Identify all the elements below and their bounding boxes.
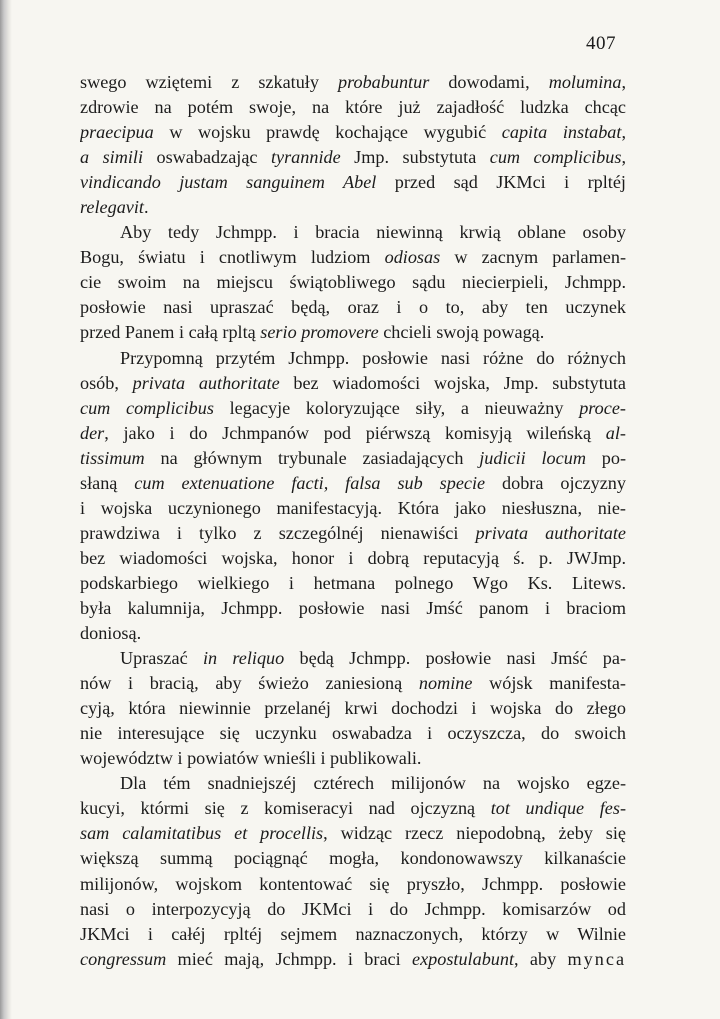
- italic-latin-phrase: proce-: [579, 397, 626, 418]
- text-line: [80, 346, 626, 371]
- italic-latin-phrase: praecipua: [80, 122, 154, 143]
- text-run: oswabadzając: [143, 147, 271, 168]
- text-run: na głównym trybunale zasiadających: [144, 447, 480, 468]
- text-line: [80, 596, 626, 621]
- italic-latin-phrase: congressum: [80, 948, 167, 969]
- text-line: [80, 320, 626, 345]
- text-line: [80, 95, 626, 120]
- text-run: Upraszać: [120, 648, 203, 669]
- body-text: [80, 70, 626, 972]
- text-run: nasi o interpozycyją do JKMci i do Jchmpp. komisarzów od: [80, 898, 626, 919]
- text-line: [80, 220, 626, 245]
- text-line: [80, 771, 626, 796]
- text-run: Aby tedy Jchmpp. i bracia niewinną krwią oblane osoby: [120, 222, 626, 243]
- text-run: doniosą.: [80, 623, 142, 644]
- text-line: [80, 70, 626, 95]
- text-line: [80, 796, 626, 821]
- italic-latin-phrase: cum complicibus: [80, 397, 214, 418]
- text-run: większą summą pociągnąć mogła, kondonowawszy kilkanaście: [80, 848, 626, 869]
- text-line: [80, 396, 626, 421]
- text-line: [80, 671, 626, 696]
- text-run: Bogu, światu i cnotliwym ludziom: [80, 247, 385, 268]
- text-run: kucyi, którmi się z komiseracyi nad ojczyzną: [80, 798, 491, 819]
- italic-latin-phrase: vindicando justam sanguinem Abel: [80, 172, 377, 193]
- text-run: w wojsku prawdę kochające wygubić: [153, 122, 502, 143]
- italic-latin-phrase: tot undique fes-: [490, 798, 626, 819]
- italic-latin-phrase: capita instabat: [501, 122, 622, 143]
- italic-latin-phrase: privata authoritate: [132, 372, 280, 393]
- text-run: mieć mają, Jchmpp. i braci: [166, 948, 412, 969]
- text-line: [80, 947, 626, 972]
- text-line: [80, 270, 626, 295]
- page-number: 407: [586, 33, 616, 54]
- text-line: [80, 496, 626, 521]
- text-run: posłowie nasi upraszać będą, oraz i o to, aby ten uczynek: [80, 297, 626, 318]
- italic-latin-phrase: serio promovere: [260, 322, 379, 343]
- text-run: mynca: [567, 948, 626, 969]
- text-line: [80, 471, 626, 496]
- text-run: ,: [621, 122, 626, 143]
- text-run: przed Panem i całą rpltą: [80, 322, 261, 343]
- text-line: [80, 371, 626, 396]
- text-run: będą Jchmpp. posłowie nasi Jmść pa-: [284, 648, 626, 669]
- text-run: Jmp. substytuta: [340, 147, 490, 168]
- text-line: [80, 646, 626, 671]
- text-line: [80, 295, 626, 320]
- italic-latin-phrase: privata authoritate: [475, 522, 626, 543]
- text-run: , aby: [514, 948, 568, 969]
- text-run: , widząc rzecz niepodobną, żeby się: [323, 823, 626, 844]
- text-run: .: [143, 197, 149, 218]
- italic-latin-phrase: relegavit: [80, 197, 144, 218]
- text-run: bez wiadomości wojska, honor i dobrą reputacyją ś. p. JWJmp.: [80, 547, 626, 568]
- text-run: podskarbiego wielkiego i hetmana polnego Wgo Ks. Litews.: [80, 572, 626, 593]
- text-run: była kalumnija, Jchmpp. posłowie nasi Jmść panom i braciom: [80, 597, 626, 618]
- text-run: dobra ojczyzny: [485, 472, 626, 493]
- text-run: prawdziwa i tylko z szczególnéj nienawiści: [80, 522, 476, 543]
- text-run: dowodami,: [429, 72, 549, 92]
- text-line: [80, 696, 626, 721]
- text-run: po-: [585, 447, 626, 468]
- text-run: w zacnym parlamen-: [440, 247, 626, 268]
- text-line: [80, 821, 626, 846]
- scan-edge: [0, 0, 12, 1019]
- italic-latin-phrase: tissimum: [80, 447, 145, 468]
- text-run: nów i bracią, aby świeżo zaniesioną: [80, 673, 419, 694]
- text-run: cie swoim na miejscu świątobliwego sądu niecierpieli, Jchmpp.: [80, 272, 626, 293]
- text-line: [80, 120, 626, 145]
- italic-latin-phrase: judicii locum: [479, 447, 586, 468]
- text-line: [80, 922, 626, 947]
- text-run: wójsk manifesta-: [472, 673, 626, 694]
- text-run: Dla tém snadniejszéj cztérech milijonów na wojsko egze-: [120, 773, 626, 794]
- text-line: [80, 421, 626, 446]
- text-line: [80, 245, 626, 270]
- text-line: [80, 846, 626, 871]
- italic-latin-phrase: sam calamitatibus et procellis: [80, 823, 324, 844]
- text-run: województw i powiatów wnieśli i publikowali.: [80, 748, 422, 769]
- text-line: [80, 897, 626, 922]
- text-line: [80, 521, 626, 546]
- text-run: , jako i do Jchmpanów pod piérwszą komisyją wileńską: [104, 422, 606, 443]
- text-run: przed sąd JKMci i rpltéj: [376, 172, 626, 193]
- text-run: słaną: [80, 472, 135, 493]
- text-line: [80, 872, 626, 897]
- italic-latin-phrase: in reliquo: [202, 648, 285, 669]
- text-line: [80, 195, 626, 220]
- text-run: nie interesujące się uczynku oswabadza i oczyszcza, do swoich: [80, 723, 626, 744]
- text-run: legacyje koloryzujące siły, a nieuważny: [213, 397, 580, 418]
- italic-latin-phrase: al-: [605, 422, 626, 443]
- text-run: milijonów, wojskom kontentować się pryszło, Jchmpp. posłowie: [80, 873, 626, 894]
- text-run: zdrowie na potém swoje, na które już zajadłość ludzka chcąc: [80, 97, 626, 118]
- italic-latin-phrase: nomine: [418, 673, 473, 694]
- italic-latin-phrase: cum complicibus: [489, 147, 622, 168]
- italic-latin-phrase: molumina: [548, 72, 622, 92]
- text-line: [80, 145, 626, 170]
- text-run: ,: [621, 72, 626, 92]
- text-run: Przypomną przytém Jchmpp. posłowie nasi różne do różnych: [120, 347, 626, 368]
- italic-latin-phrase: cum extenuatione facti, falsa sub specie: [134, 472, 486, 493]
- text-run: bez wiadomości wojska, Jmp. substytuta: [279, 372, 626, 393]
- italic-latin-phrase: probabuntur: [337, 72, 430, 92]
- text-run: i wojska uczynionego manifestacyją. Która jako niesłuszna, nie-: [80, 497, 626, 518]
- italic-latin-phrase: a simili: [80, 147, 144, 168]
- italic-latin-phrase: expostulabunt: [412, 948, 515, 969]
- text-run: cyją, która niewinnie przelanéj krwi dochodzi i wojska do złego: [80, 698, 626, 719]
- italic-latin-phrase: der: [80, 422, 105, 443]
- text-run: JKMci i całéj rpltéj sejmem naznaczonych, którzy w Wilnie: [80, 923, 626, 944]
- italic-latin-phrase: odiosas: [384, 247, 441, 268]
- text-run: swego wziętemi z szkatuły: [80, 72, 338, 92]
- text-line: [80, 170, 626, 195]
- text-run: chcieli swoją powagą.: [378, 322, 545, 343]
- text-line: [80, 446, 626, 471]
- text-run: osób,: [80, 372, 133, 393]
- text-line: [80, 621, 626, 646]
- italic-latin-phrase: tyrannide: [270, 147, 341, 168]
- text-line: [80, 571, 626, 596]
- text-run: ,: [621, 147, 626, 168]
- text-line: [80, 546, 626, 571]
- text-line: [80, 721, 626, 746]
- text-line: [80, 746, 626, 771]
